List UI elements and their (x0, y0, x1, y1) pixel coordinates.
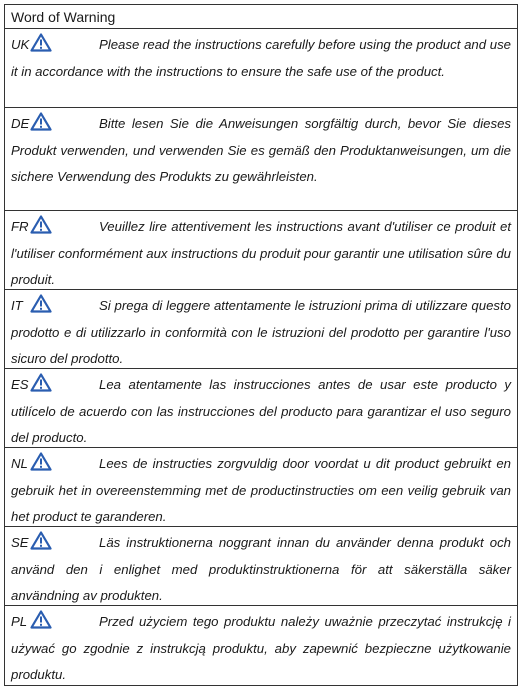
entry-text: Lea atentamente las instrucciones antes de usar este producto y utilícelo de acuerdo con las instrucciones del producto para garantizar el uso seguro del producto. (11, 377, 511, 445)
entry-it (5, 290, 517, 369)
entry-head (11, 111, 99, 138)
language-code: DE (11, 116, 30, 131)
entry-se (5, 527, 517, 606)
language-code: NL (11, 456, 28, 471)
warning-triangle-icon (30, 294, 52, 313)
warning-triangle-icon (30, 33, 52, 52)
language-code: UK (11, 37, 30, 52)
warning-triangle-icon (30, 531, 52, 550)
entry-text: Veuillez lire attentivement les instructions avant d'utiliser ce produit et l'utiliser conformément aux instructions du produit pour garantir une utilisation sûre du produit. (11, 219, 511, 287)
warning-table (4, 4, 518, 686)
entry-head (11, 214, 99, 241)
language-code: IT (11, 298, 23, 313)
language-code: FR (11, 219, 29, 234)
language-code: PL (11, 614, 28, 629)
entry-head (11, 609, 99, 636)
warning-triangle-icon (30, 373, 52, 392)
warning-triangle-icon (30, 610, 52, 629)
entry-text: Si prega di leggere attentamente le istruzioni prima di utilizzare questo prodotto e di utilizzarlo in conformità con le istruzioni del prodotto per garantire l'uso sicuro del prodotto. (11, 298, 511, 366)
entry-es (5, 369, 517, 448)
entry-fr (5, 211, 517, 290)
warning-triangle-icon (30, 215, 52, 234)
warning-triangle-icon (30, 452, 52, 471)
entry-head (11, 293, 99, 320)
entry-uk (5, 29, 517, 108)
entry-pl (5, 606, 517, 685)
warning-triangle-icon (30, 112, 52, 131)
entry-head (11, 32, 99, 59)
entry-text: Please read the instructions carefully before using the product and use it in accordance with the instructions to ensure the safe use of the product. (11, 37, 511, 79)
entry-text: Przed użyciem tego produktu należy uważnie przeczytać instrukcję i używać go zgodnie z instrukcją produktu, aby zapewnić bezpieczne użytkowanie produktu. (11, 614, 511, 682)
language-code: SE (11, 535, 29, 550)
entry-de (5, 108, 517, 211)
entry-text: Läs instruktionerna noggrant innan du använder denna produkt och använd den i enlighet med produktinstruktionerna för att säkerställa säker användning av produkten. (11, 535, 511, 603)
language-code: ES (11, 377, 29, 392)
entry-head (11, 451, 99, 478)
entry-head (11, 530, 99, 557)
table-title: Word of Warning (5, 5, 517, 29)
entry-text: Bitte lesen Sie die Anweisungen sorgfältig durch, bevor Sie dieses Produkt verwenden, und verwenden Sie es gemäß den Produktanweisungen, um die sichere Verwendung des Produkts zu gewährleisten. (11, 116, 511, 184)
entry-nl (5, 448, 517, 527)
entry-text: Lees de instructies zorgvuldig door voordat u dit product gebruikt en gebruik het in overeenstemming met de productinstructies om een veilig gebruik van het product te garanderen. (11, 456, 511, 524)
entry-head (11, 372, 99, 399)
